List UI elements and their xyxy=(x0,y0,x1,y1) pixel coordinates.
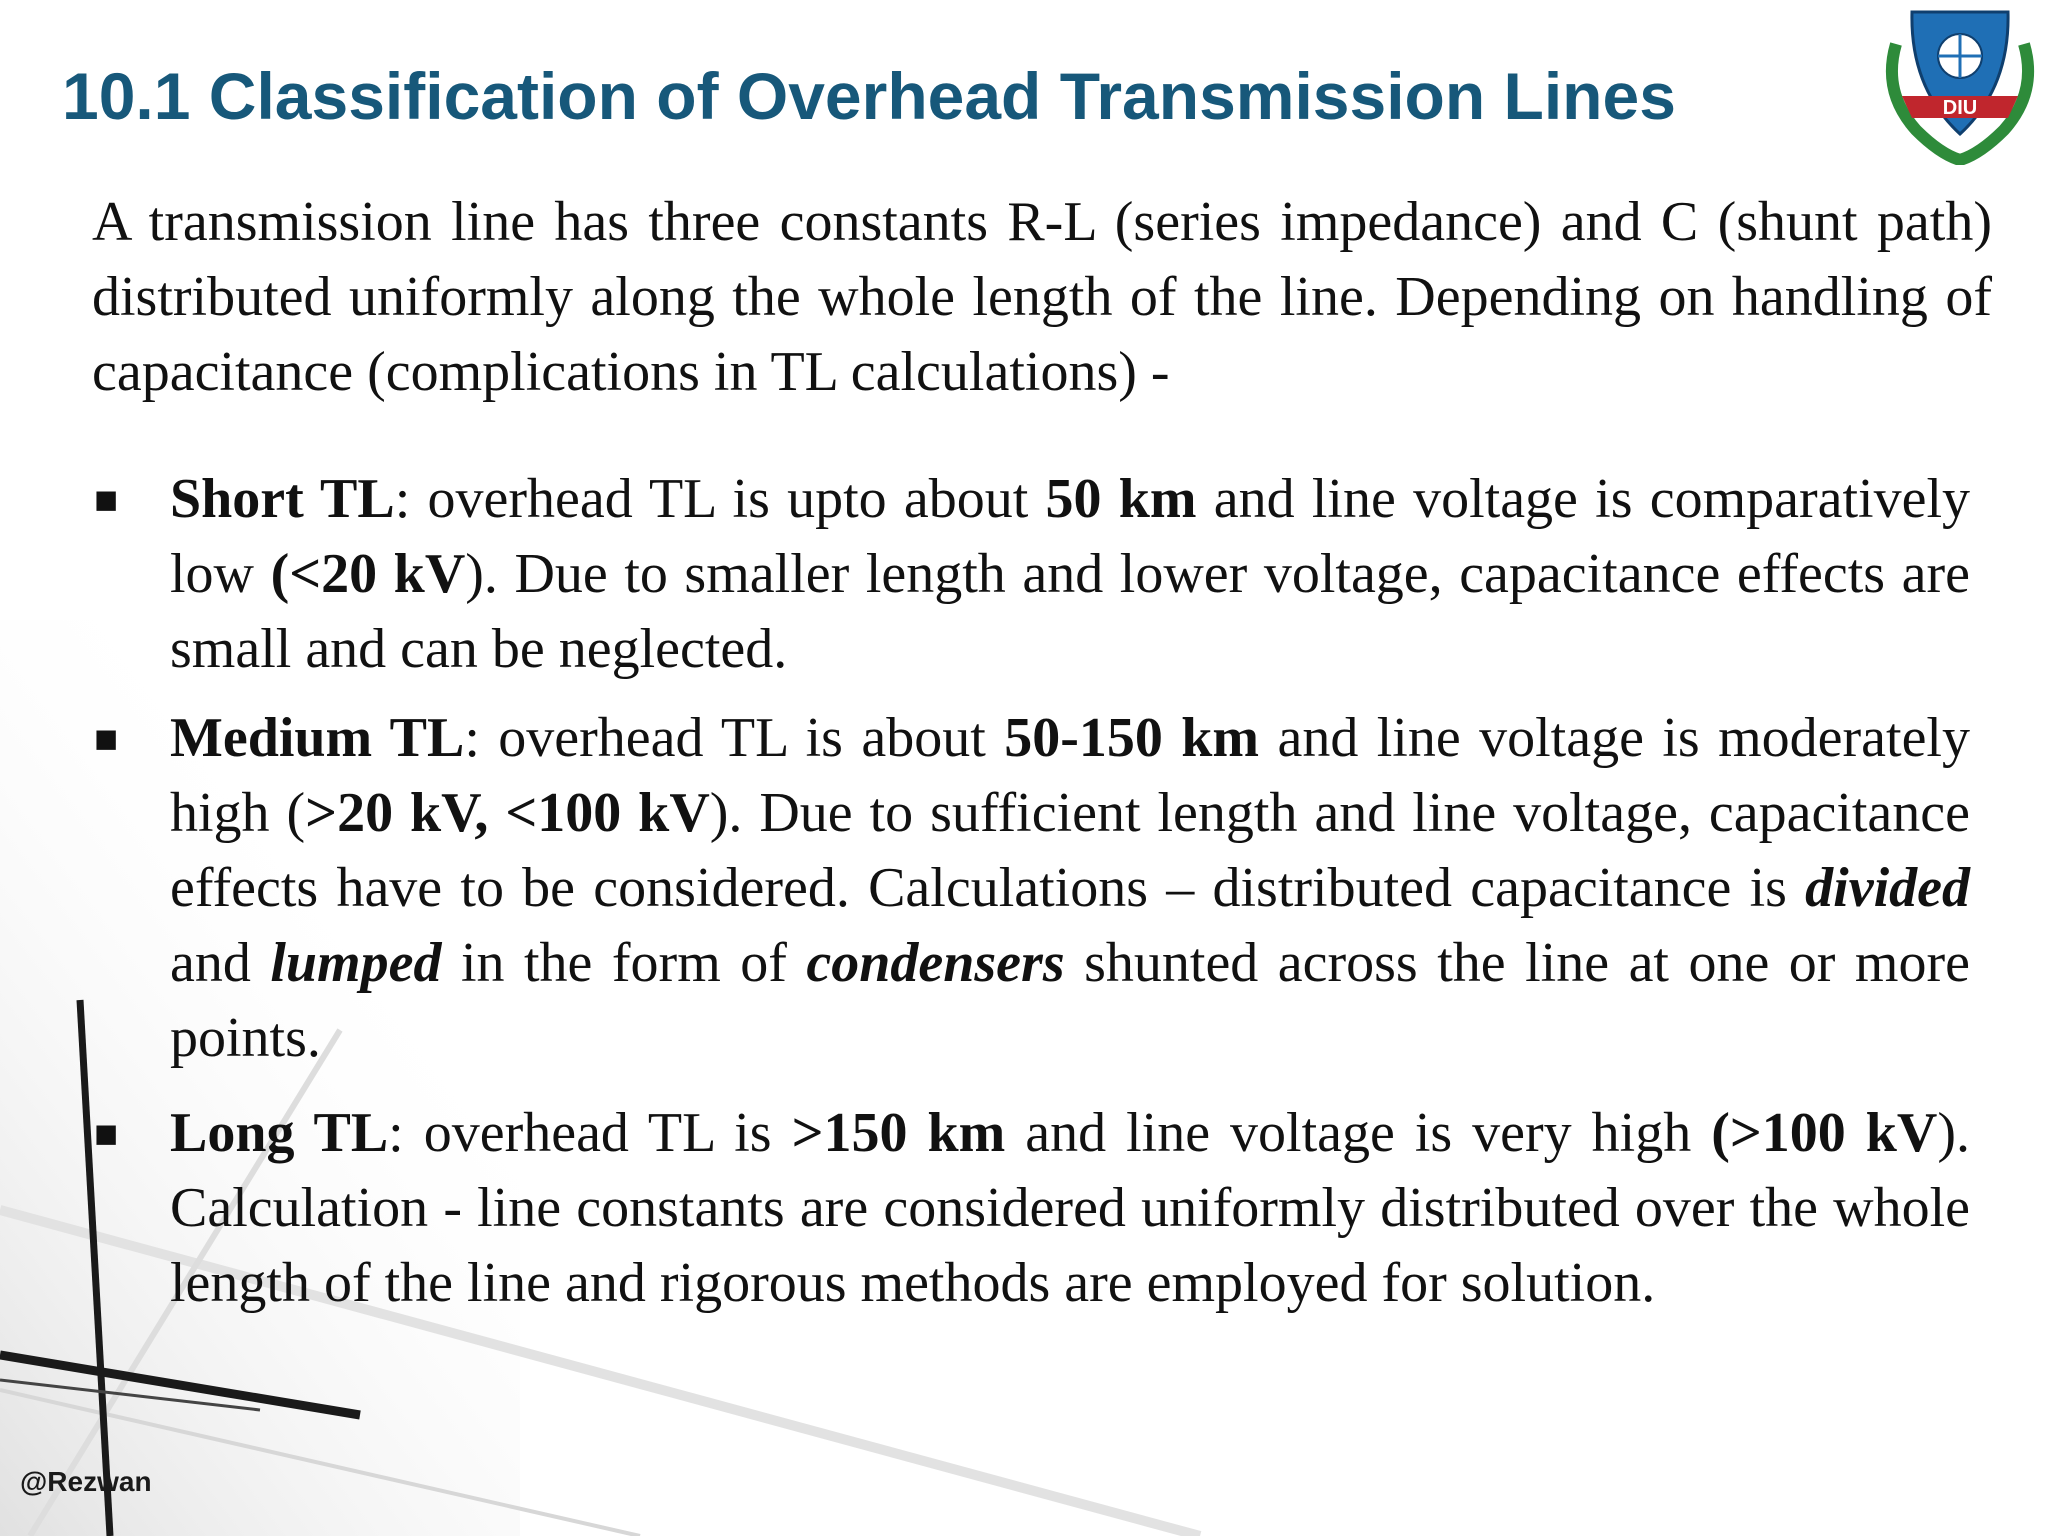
text-run: : overhead TL is upto about xyxy=(394,468,1046,530)
intro-paragraph: A transmission line has three constants R-L (series impedance) and C (shunt path) distributed uniformly along the whole length of the line. Depending on handling of capacitance (complications in TL calculations) - xyxy=(92,191,1992,403)
emphasis-condensers: condensers xyxy=(806,932,1065,994)
text-run: and xyxy=(170,932,271,994)
text-run: ). Due to smaller length and lower voltage, capacitance effects are small and can be neglected. xyxy=(170,543,1970,680)
term-long-tl: Long TL xyxy=(170,1102,389,1164)
text-run: and line voltage is comparatively low xyxy=(170,468,1971,605)
list-item-short-tl xyxy=(90,462,1970,687)
length-value: 50 km xyxy=(1045,468,1197,530)
slide-title: 10.1 Classification of Overhead Transmission Lines xyxy=(62,59,1676,133)
text-run: and line voltage is moderately high ( xyxy=(170,707,1970,844)
author-watermark: @Rezwan xyxy=(20,1466,152,1497)
text-run: ). Calculation - line constants are considered uniformly distributed over the whole length of the line and rigorous methods are employed for solution. xyxy=(170,1102,1970,1314)
text-run: in the form of xyxy=(441,932,807,994)
length-value: >150 km xyxy=(791,1102,1006,1164)
text-run: : overhead TL is xyxy=(388,1102,792,1164)
bullet-marker: ■ xyxy=(94,1111,119,1156)
text-run: ). Due to sufficient length and line voltage, capacitance effects have to be considered. Calculations – distributed capacitance is xyxy=(170,782,1970,919)
emphasis-divided: divided xyxy=(1805,857,1970,919)
voltage-value: (>100 kV xyxy=(1711,1102,1938,1164)
classification-list xyxy=(90,462,1970,1335)
university-logo xyxy=(1880,0,2040,165)
term-medium-tl: Medium TL xyxy=(170,707,465,769)
text-run: : overhead TL is about xyxy=(464,707,1005,769)
list-item-long-tl xyxy=(90,1096,1970,1321)
logo-text: DIU xyxy=(1942,97,1978,119)
voltage-value: >20 kV, <100 kV xyxy=(305,782,710,844)
length-value: 50-150 km xyxy=(1004,707,1260,769)
list-item-medium-tl xyxy=(90,701,1970,1076)
term-short-tl: Short TL xyxy=(170,468,395,530)
bullet-marker: ■ xyxy=(94,477,119,522)
bullet-marker: ■ xyxy=(94,716,119,761)
text-run: shunted across the line at one or more points. xyxy=(170,932,1970,1069)
text-run: and line voltage is very high xyxy=(1005,1102,1712,1164)
emphasis-lumped: lumped xyxy=(270,932,442,994)
voltage-value: (<20 kV xyxy=(270,543,466,605)
